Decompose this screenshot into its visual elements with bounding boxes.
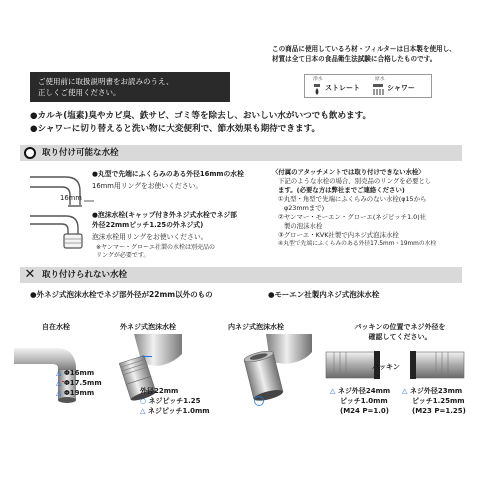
attachment-note-item-3: ③グローエ・KVK社製で内ネジ式泡沫水栓 xyxy=(278,231,399,239)
shower-small-label: 原水 xyxy=(375,77,385,82)
spec-value: ネジ外径23mm xyxy=(409,387,463,395)
dimension-label: 16mm xyxy=(60,194,82,202)
diagram-4-title xyxy=(330,322,470,342)
spec-value: (M24 P=1.0) xyxy=(340,407,389,415)
attachment-note-item-2: ②ヤンマー・モーエン・グローエ(ネジピッチ1.0)社 xyxy=(278,213,427,221)
attachment-note-item-1: ①丸型・角型で先端にふくらみのない水栓(φ15から xyxy=(278,195,427,203)
aerator-faucet-diagram xyxy=(26,210,92,255)
incompatible-item-1: ●外ネジ式泡沫水栓でネジ部外径が22mm以外のもの xyxy=(30,290,213,299)
spec-row: △ Φ17.5mm xyxy=(56,379,102,387)
material-note-line-2: 材質は全て日本の食品衛生法試験に合格したものです。 xyxy=(272,55,437,63)
attachment-note-line-1: 下記のような水栓の場合、別売品のリングを必要とし xyxy=(278,177,432,185)
compatible-item-2-sub xyxy=(96,244,276,260)
diagram-2-specs xyxy=(140,386,210,416)
spec-value: ネジ外径24mm xyxy=(337,387,391,395)
spec-value: (M23 P=1.25) xyxy=(412,407,466,415)
feature-item: ●シャワーに切り替えると洗い物に大変便利で、節水効果も期待できます。 xyxy=(30,124,321,134)
spec-row: ○ ネジピッチ1.25 xyxy=(140,397,201,405)
feature-item: ●カルキ(塩素)臭やカビ臭、鉄サビ、ゴミ等を除去し、おいしい水がいつでも飲めます。 xyxy=(30,111,372,121)
compatible-item-2-note: 泡沫水栓用リングをお使いください。 xyxy=(92,233,208,241)
diagram-3-title: 内ネジ式泡沫水栓 xyxy=(228,323,284,331)
circle-ok-icon xyxy=(24,147,36,159)
spec-row: △ Φ19mm xyxy=(56,389,95,397)
compatible-item-2-title: ●泡沫水栓(キャップ付き外ネジ式水栓でネジ部 xyxy=(92,211,237,219)
compatible-item-1-title: ●丸型で先端にふくらみのある外径16mmの水栓 xyxy=(92,170,244,178)
diagram-4-title-line-2: 確認してください。 xyxy=(368,333,432,341)
spec-value: ネジピッチ1.25 xyxy=(148,397,201,405)
straight-label: ストレート xyxy=(325,84,360,92)
sub-line-2: リングが必要です。 xyxy=(96,252,150,259)
diagram-2-title: 外ネジ式泡沫水栓 xyxy=(120,323,176,331)
compatible-item-1-note: 16mm用リングをお使いください。 xyxy=(92,182,203,190)
packing-label: パッキン xyxy=(372,363,400,371)
spec-value: ネジピッチ1.0mm xyxy=(147,407,210,415)
compatible-item-2-title-2: 外径22mmピッチ1.25の外ネジ式) xyxy=(92,221,204,229)
spec-value: ピッチ1.25mm xyxy=(412,397,465,405)
diagram-4-right-specs xyxy=(402,386,466,416)
shower-label: シャワー xyxy=(387,84,415,92)
pointer-line xyxy=(142,356,152,357)
sub-line-1: ※ヤンマー・グローエ社製の水栓は別売品の xyxy=(96,244,215,251)
diagram-1-specs xyxy=(56,368,102,398)
material-note-line-1: この商品に使用しているろ材・フィルターは日本製を使用し、 xyxy=(272,45,456,53)
marker-line xyxy=(62,381,64,382)
spec-row: △ ネジ外径23mm xyxy=(402,387,463,395)
diagram-4-left-specs xyxy=(330,386,390,416)
compatible-header: 取り付け可能な水栓 xyxy=(20,145,462,161)
mode-indicator xyxy=(304,74,432,98)
attachment-note-item-1b: φ23mmまで) xyxy=(284,204,325,212)
spec-value: ピッチ1.0mm xyxy=(340,397,388,405)
spec-value: Φ16mm xyxy=(63,369,95,377)
feature-list xyxy=(30,110,470,136)
usage-notice xyxy=(30,72,230,102)
notice-line-1: ご使用前に取扱説明書をお読みのうえ、 xyxy=(38,77,174,86)
attachment-note-item-2b: 製の泡沫水栓 xyxy=(284,222,323,230)
straight-water-icon xyxy=(311,84,323,96)
diagram-4-title-line-1: パッキンの位置でネジ外径を xyxy=(354,323,446,331)
spec-outer: 外径22mm xyxy=(140,387,179,395)
spec-value: Φ19mm xyxy=(63,389,95,397)
shower-water-icon xyxy=(371,84,385,96)
spec-value: Φ17.5mm xyxy=(63,379,102,387)
attachment-note-title: 〈付属のアタッチメントでは取り付けできない水栓〉 xyxy=(272,168,425,176)
notice-line-2: 正しくご使用ください。 xyxy=(38,88,121,97)
x-mark-icon: ✕ xyxy=(24,267,36,282)
internal-thread-aerator-image xyxy=(226,334,316,416)
attachment-note-line-2: ます。(必要な方は弊社までご連絡ください) xyxy=(278,186,405,194)
straight-small-label: 浄水 xyxy=(313,77,323,82)
incompatible-header: 取り付けられない水栓 xyxy=(20,267,462,283)
spec-row: △ ネジピッチ1.0mm xyxy=(140,407,210,415)
attachment-note xyxy=(272,168,472,249)
diagram-1-title: 自在水栓 xyxy=(42,323,70,331)
incompatible-item-2: ●モーエン社製内ネジ式泡沫水栓 xyxy=(268,290,380,299)
spec-row: △ Φ16mm xyxy=(56,369,95,377)
spec-row: △ ネジ外径24mm xyxy=(330,387,391,395)
material-note xyxy=(272,44,472,64)
attachment-note-item-4: ④丸型で先端にふくらみのある外径17.5mm・19mmの水栓 xyxy=(278,241,437,247)
circle-marker-icon xyxy=(254,396,264,406)
